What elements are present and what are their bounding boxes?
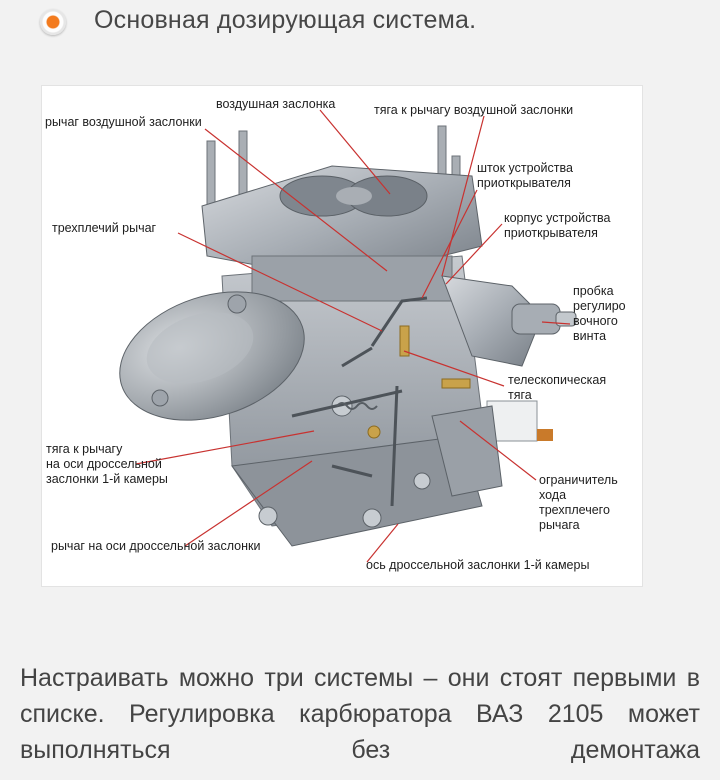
label-air-damper-rod: тяга к рычагу воздушной заслонки bbox=[374, 103, 574, 117]
orange-radio-bullet-icon bbox=[40, 9, 66, 35]
label-opener-stem: шток устройства приоткрывателя bbox=[477, 161, 573, 190]
label-adjust-screw-plug: пробка регулиро вочного винта bbox=[573, 284, 626, 343]
label-three-arm-lever: трехплечий рычаг bbox=[52, 221, 157, 235]
section-title: Основная дозирующая система. bbox=[94, 6, 477, 34]
label-throttle-axis: ось дроссельной заслонки 1-й камеры bbox=[366, 558, 590, 572]
label-throttle-axis-lever: рычаг на оси дроссельной заслонки bbox=[51, 539, 261, 553]
section-heading bbox=[0, 0, 720, 50]
carburetor-diagram-figure bbox=[42, 86, 642, 586]
label-stroke-limiter: ограничитель хода трехплечего рычага bbox=[539, 473, 618, 532]
label-air-damper-lever: рычаг воздушной заслонки bbox=[45, 115, 202, 129]
label-opener-body: корпус устройства приоткрывателя bbox=[504, 211, 611, 240]
label-throttle-rod: тяга к рычагу на оси дроссельной заслонки 1-й камеры bbox=[46, 442, 168, 486]
body-paragraph: Настраивать можно три системы – они стоят первыми в списке. Регулировка карбюратора ВАЗ 2105 может выполняться без демонтажа bbox=[20, 664, 700, 764]
label-telescopic-rod: телескопическая тяга bbox=[508, 373, 607, 402]
label-air-damper: воздушная заслонка bbox=[216, 97, 336, 111]
